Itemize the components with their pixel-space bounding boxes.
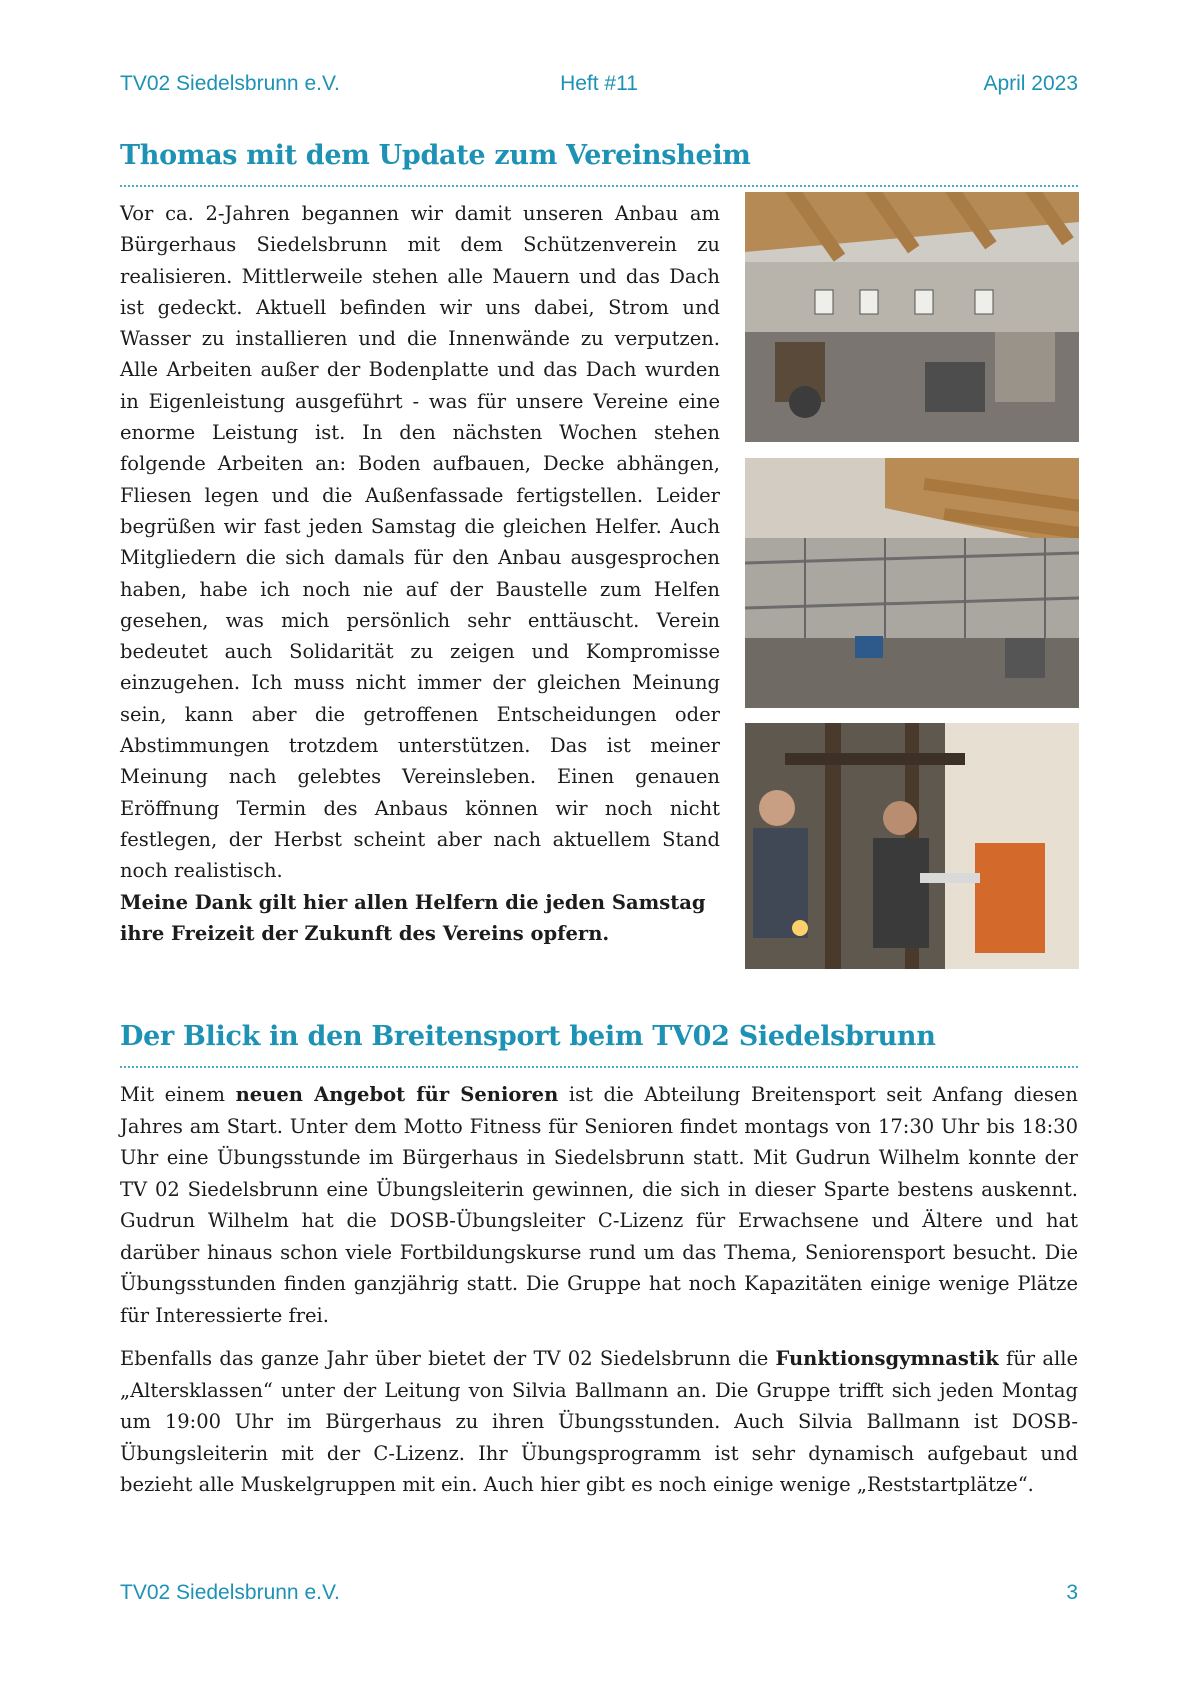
article2-body bbox=[120, 1079, 1078, 1331]
footer-club: TV02 Siedelsbrunn e.V. bbox=[120, 1581, 340, 1604]
construction-photo-scaffold bbox=[745, 458, 1079, 708]
article1-thanks: Meine Dank gilt hier allen Helfern die jeden Samstag ihre Freizeit der Zukunft des Vereins opfern. bbox=[120, 890, 706, 945]
page-footer bbox=[120, 1581, 1078, 1611]
article2-paragraph1 bbox=[120, 1079, 1078, 1331]
page-header bbox=[120, 72, 1078, 102]
article1-divider bbox=[120, 185, 1078, 187]
article1-title: Thomas mit dem Update zum Vereinsheim bbox=[120, 140, 751, 171]
article2-paragraph2 bbox=[120, 1343, 1078, 1501]
article2-divider bbox=[120, 1066, 1078, 1068]
construction-photo-roof bbox=[745, 192, 1079, 442]
workers-photo bbox=[745, 723, 1079, 969]
p2-bold: Funktionsgymnastik bbox=[775, 1347, 999, 1370]
p1-text-start: Mit einem bbox=[120, 1083, 236, 1106]
header-issue: Heft #11 bbox=[560, 72, 638, 95]
p2-text-end: für alle „Altersklassen“ unter der Leitung von Silvia Ballmann an. Die Gruppe trifft sich jeden Montag um 19:00 Uhr im Bürgerhaus zu ihren Übungsstunden. Auch Silvia Ballmann ist DOSB-Übungsleiterin mit der C-Lizenz. Ihr Übungsprogramm ist sehr dynamisch aufgebaut und bezieht alle Muskelgruppen mit ein. Auch hier gibt es noch einige wenige „Reststartplätze“. bbox=[120, 1347, 1078, 1496]
page-number: 3 bbox=[1066, 1581, 1078, 1604]
p2-text-start: Ebenfalls das ganze Jahr über bietet der TV 02 Siedelsbrunn die bbox=[120, 1347, 776, 1370]
article1-body bbox=[120, 198, 720, 949]
article1-text: Vor ca. 2-Jahren begannen wir damit unseren Anbau am Bürgerhaus Siedelsbrunn mit dem Schützenverein zu realisieren. Mittlerweile stehen alle Mauern und das Dach ist gedeckt. Aktuell befinden wir uns dabei, Strom und Wasser zu installieren und die Innenwände zu verputzen. Alle Arbeiten außer der Bodenplatte und das Dach wurden in Eigenleistung ausgeführt - was für unsere Vereine eine enorme Leistung ist. In den nächsten Wochen stehen folgende Arbeiten an: Boden aufbauen, Decke abhängen, Fliesen legen und die Außenfassade fertigstellen. Leider begrüßen wir fast jeden Samstag die gleichen Helfer. Auch Mitgliedern die sich damals für den Anbau ausgesprochen haben, habe ich noch nie auf der Baustelle zum Helfen gesehen, was mich persönlich sehr enttäuscht. Verein bedeutet auch Solidarität zu zeigen und Kompromisse einzugehen. Ich muss nicht immer der gleichen Meinung sein, kann aber die getroffenen Entscheidungen oder Abstimmungen trotzdem unterstützen. Das ist meiner Meinung nach gelebtes Vereinsleben. Einen genauen Eröffnung Termin des Anbaus können wir noch nicht festlegen, der Herbst scheint aber nach aktuellem Stand noch realistisch. bbox=[120, 202, 720, 883]
header-date: April 2023 bbox=[983, 72, 1078, 95]
article2-title: Der Blick in den Breitensport beim TV02 Siedelsbrunn bbox=[120, 1021, 936, 1052]
p1-bold: neuen Angebot für Senioren bbox=[235, 1083, 559, 1106]
p1-text-end: ist die Abteilung Breitensport seit Anfang diesen Jahres am Start. Unter dem Motto Fitness für Senioren findet montags von 17:30 Uhr bis 18:30 Uhr eine Übungsstunde im Bürgerhaus in Siedelsbrunn statt. Mit Gudrun Wilhelm konnte der TV 02 Siedelsbrunn eine Übungsleiterin gewinnen, die sich in dieser Sparte bestens auskennt. Gudrun Wilhelm hat die DOSB-Übungsleiter C-Lizenz für Erwachsene und Ältere und hat darüber hinaus schon viele Fortbildungskurse rund um das Thema, Seniorensport besucht. Die Übungsstunden finden ganzjährig statt. Die Gruppe hat noch Kapazitäten einige wenige Plätze für Interessierte frei. bbox=[120, 1083, 1078, 1327]
header-club: TV02 Siedelsbrunn e.V. bbox=[120, 72, 340, 95]
article2-body-2 bbox=[120, 1343, 1078, 1501]
